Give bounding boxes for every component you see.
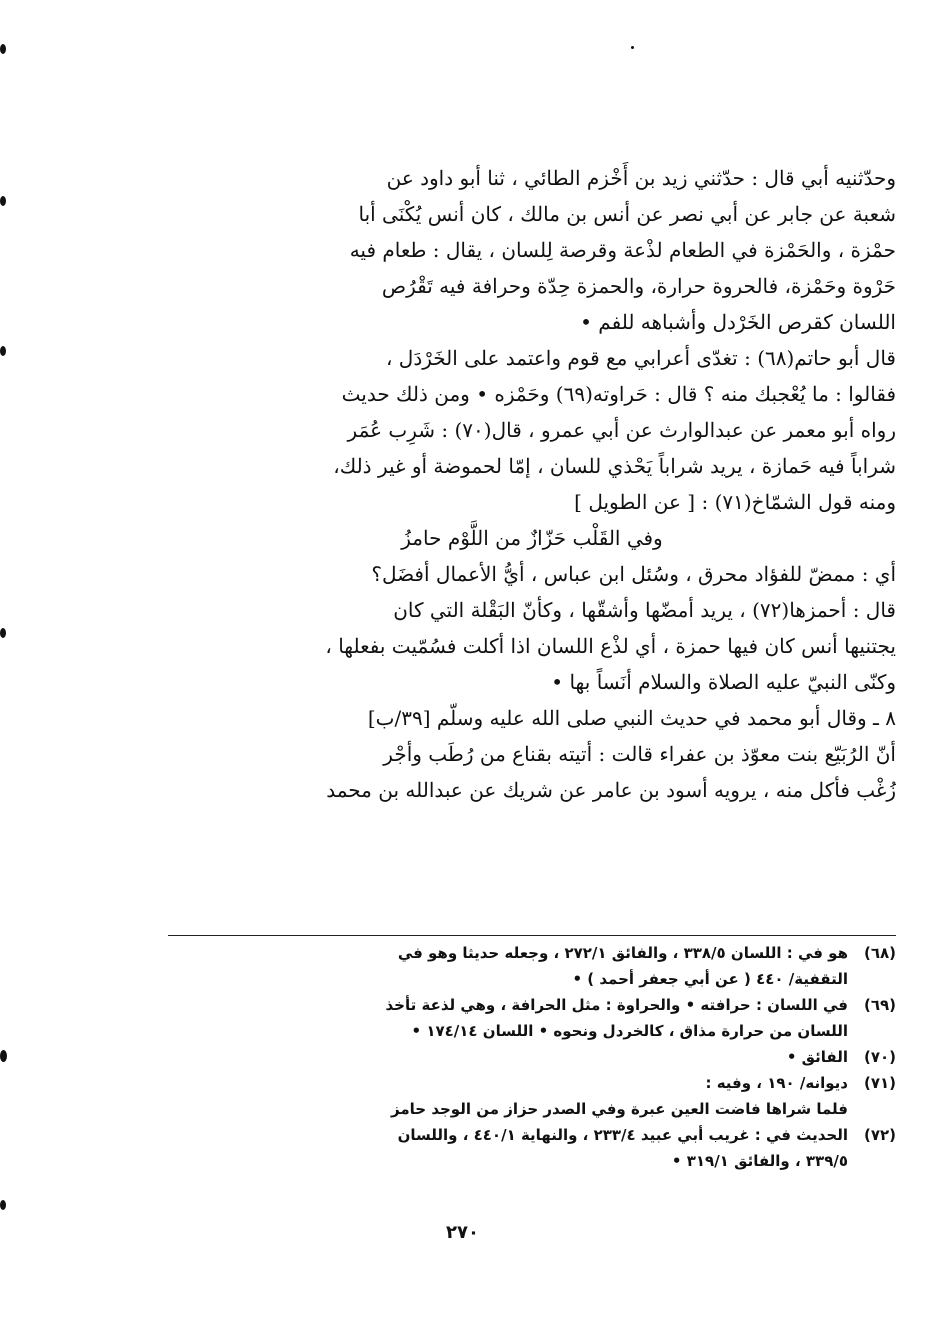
footnote (168, 940, 896, 992)
text-line: يجتنيها أنس كان فيها حمزة ، أي لذْع اللسان اذا أكلت فسُمّيت بفعلها ، (325, 634, 896, 658)
text-line: شعبة عن جابر عن أبي نصر عن أنس بن مالك ، كان أنس يُكْنَى أبا (358, 202, 896, 226)
text-line: أنّ الرُبَيّع بنت معوّذ بن عفراء قالت : أتيته بقناع من رُطَب وأجْر (383, 742, 896, 766)
footnote (168, 1070, 896, 1122)
text-line: أي : ممضّ للفؤاد محرق ، وسُئل ابن عباس ، أيُّ الأعمال أفضَل؟ (371, 562, 896, 586)
footnote-line: ٣٣٩/٥ ، والفائق ٣١٩/١ • (671, 1152, 848, 1170)
text-line: اللسان كقرص الخَرْدل وأشباهه للفم • (580, 310, 896, 334)
text-line: شراباً فيه حَمازة ، يريد شراباً يَحْذي للسان ، إمّا لحموضة أو غير ذلك، (333, 454, 896, 478)
text-line: ومنه قول الشمّاخ(٧١) : [ عن الطويل ] (574, 490, 896, 514)
footnote-divider (168, 935, 896, 936)
footnote-line: فلما شراها فاضت العين عبرة وفي الصدر حزاز من الوجد حامز (391, 1100, 848, 1118)
text-line: قال أبو حاتم(٦٨) : تغدّى أعرابي مع قوم واعتمد على الخَرْدَل ، (385, 346, 896, 370)
scan-speck (631, 46, 634, 49)
scan-speck (0, 346, 6, 356)
text-line: فقالوا : ما يُعْجبك منه ؟ قال : حَراوته(٦٩) وحَمْزه • ومن ذلك حديث (341, 382, 896, 406)
footnote-number: (٧١) (863, 1074, 896, 1092)
footnotes (168, 940, 896, 1174)
poetry-verse: وفي القَلْب حَزّازٌ من اللَّوْم حامزُ (401, 526, 663, 550)
main-text (168, 160, 896, 808)
scan-speck (0, 196, 6, 206)
text-line: وحدّثنيه أبي قال : حدّثني زيد بن أَخْزم الطائي ، ثنا أبو داود عن (386, 166, 896, 190)
text-line: حَرْوة وحَمْزة، فالحروة حرارة، والحمزة حِدّة وحرافة فيه تَقْرُص (381, 274, 896, 298)
text-line: زُغْب فأكل منه ، يرويه أسود بن عامر عن شريك عن عبدالله بن محمد (326, 778, 896, 802)
footnote-number: (٧٢) (863, 1126, 896, 1144)
footnote-number: (٧٠) (863, 1048, 896, 1066)
footnote (168, 992, 896, 1044)
footnote-text (168, 940, 848, 992)
footnote-line: ديوانه/ ١٩٠ ، وفيه : (705, 1074, 848, 1092)
footnote (168, 1122, 896, 1174)
text-line: ٨ ـ وقال أبو محمد في حديث النبي صلى الله عليه وسلّم [٣٩/ب] (367, 706, 896, 730)
footnote-line: في اللسان : حرافته • والحراوة : مثل الحرافة ، وهي لذعة تأخذ (385, 996, 848, 1014)
scan-speck (0, 1050, 7, 1062)
scan-speck (0, 1200, 6, 1210)
footnote-text (168, 1070, 848, 1122)
footnote (168, 1044, 896, 1070)
text-line: حمْزة ، والحَمْزة في الطعام لذْعة وقرصة لِلسان ، يقال : طعام فيه (349, 238, 896, 262)
footnote-number: (٦٩) (863, 996, 896, 1014)
scan-speck (0, 628, 6, 638)
footnote-number: (٦٨) (863, 944, 896, 962)
footnote-line: الفائق • (786, 1048, 848, 1066)
text-line: قال : أحمزها(٧٢) ، يريد أمضّها وأشقّها ، وكأنّ البَقْلة التي كان (393, 598, 896, 622)
footnote-line: اللسان من حرارة مذاق ، كالخردل ونحوه • اللسان ١٧٤/١٤ • (411, 1022, 848, 1040)
text-line: وكنّى النبيّ عليه الصلاة والسلام أنَساً بها • (551, 670, 896, 694)
scan-speck (0, 44, 6, 54)
footnote-text (168, 992, 848, 1044)
text-line: رواه أبو معمر عن عبدالوارث عن أبي عمرو ، قال(٧٠) : شَرِب عُمَر (347, 418, 896, 442)
footnote-line: الحديث في : غريب أبي عبيد ٢٣٣/٤ ، والنهاية ٤٤٠/١ ، واللسان (397, 1126, 848, 1144)
footnote-line: هو في : اللسان ٣٣٨/٥ ، والفائق ٢٧٢/١ ، وجعله حديثا وهو في (397, 944, 848, 962)
page-number: ٢٧٠ (446, 1222, 479, 1243)
footnote-text (168, 1044, 848, 1070)
footnote-line: التقفية/ ٤٤٠ ( عن أبي جعفر أحمد ) • (572, 970, 848, 988)
footnote-text (168, 1122, 848, 1174)
